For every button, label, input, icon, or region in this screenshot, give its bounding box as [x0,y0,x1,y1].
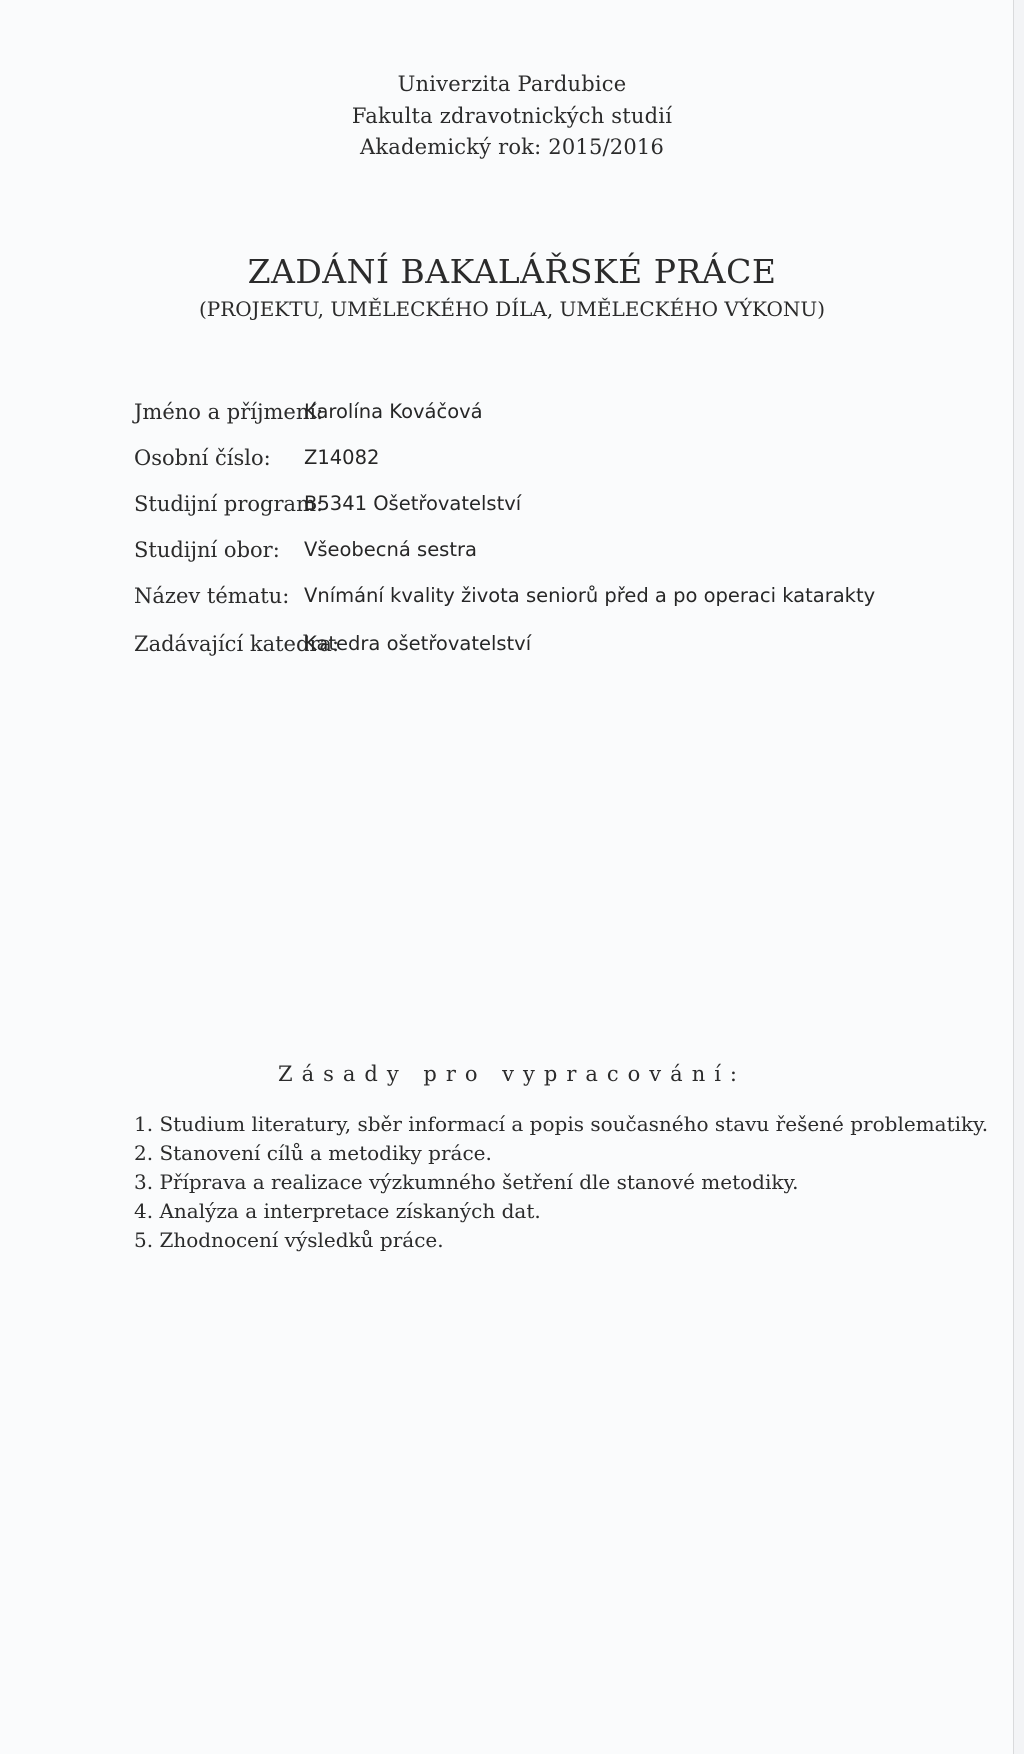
university-name: Univerzita Pardubice [397,72,627,96]
list-item: 1. Studium literatury, sběr informací a popis současného stavu řešené problematiky. [134,1112,989,1136]
field-value: B5341 Ošetřovatelství [304,492,522,515]
field-value: Karolína Kováčová [304,400,483,423]
field-value: Všeobecná sestra [304,538,477,561]
field-value: Katedra ošetřovatelství [304,632,532,655]
list-item: 3. Příprava a realizace výzkumného šetření dle stanové metodiky. [134,1170,799,1194]
field-label: Název tématu: [134,584,290,608]
field-label: Studijní program: [134,492,324,516]
field-value: Z14082 [304,446,380,469]
principles-list [134,1112,988,1257]
list-item: 5. Zhodnocení výsledků práce. [134,1228,444,1252]
principles-heading: Zásady pro vypracování: [277,1062,747,1086]
field-label: Osobní číslo: [134,446,271,470]
field-label: Studijní obor: [134,538,280,562]
field-value: Vnímání kvality života seniorů před a po operaci katarakty [304,584,876,607]
document-subtitle: (PROJEKTU, UMĚLECKÉHO DÍLA, UMĚLECKÉHO VÝKONU) [198,297,826,321]
academic-year: Akademický rok: 2015/2016 [359,135,665,159]
field-label: Jméno a příjmení: [134,400,324,424]
faculty-name: Fakulta zdravotnických studií [351,104,673,128]
field-label: Zadávající katedra: [134,632,340,656]
list-item: 2. Stanovení cílů a metodiky práce. [134,1141,492,1165]
list-item: 4. Analýza a interpretace získaných dat. [134,1199,541,1223]
document-title: ZADÁNÍ BAKALÁŘSKÉ PRÁCE [247,252,777,291]
